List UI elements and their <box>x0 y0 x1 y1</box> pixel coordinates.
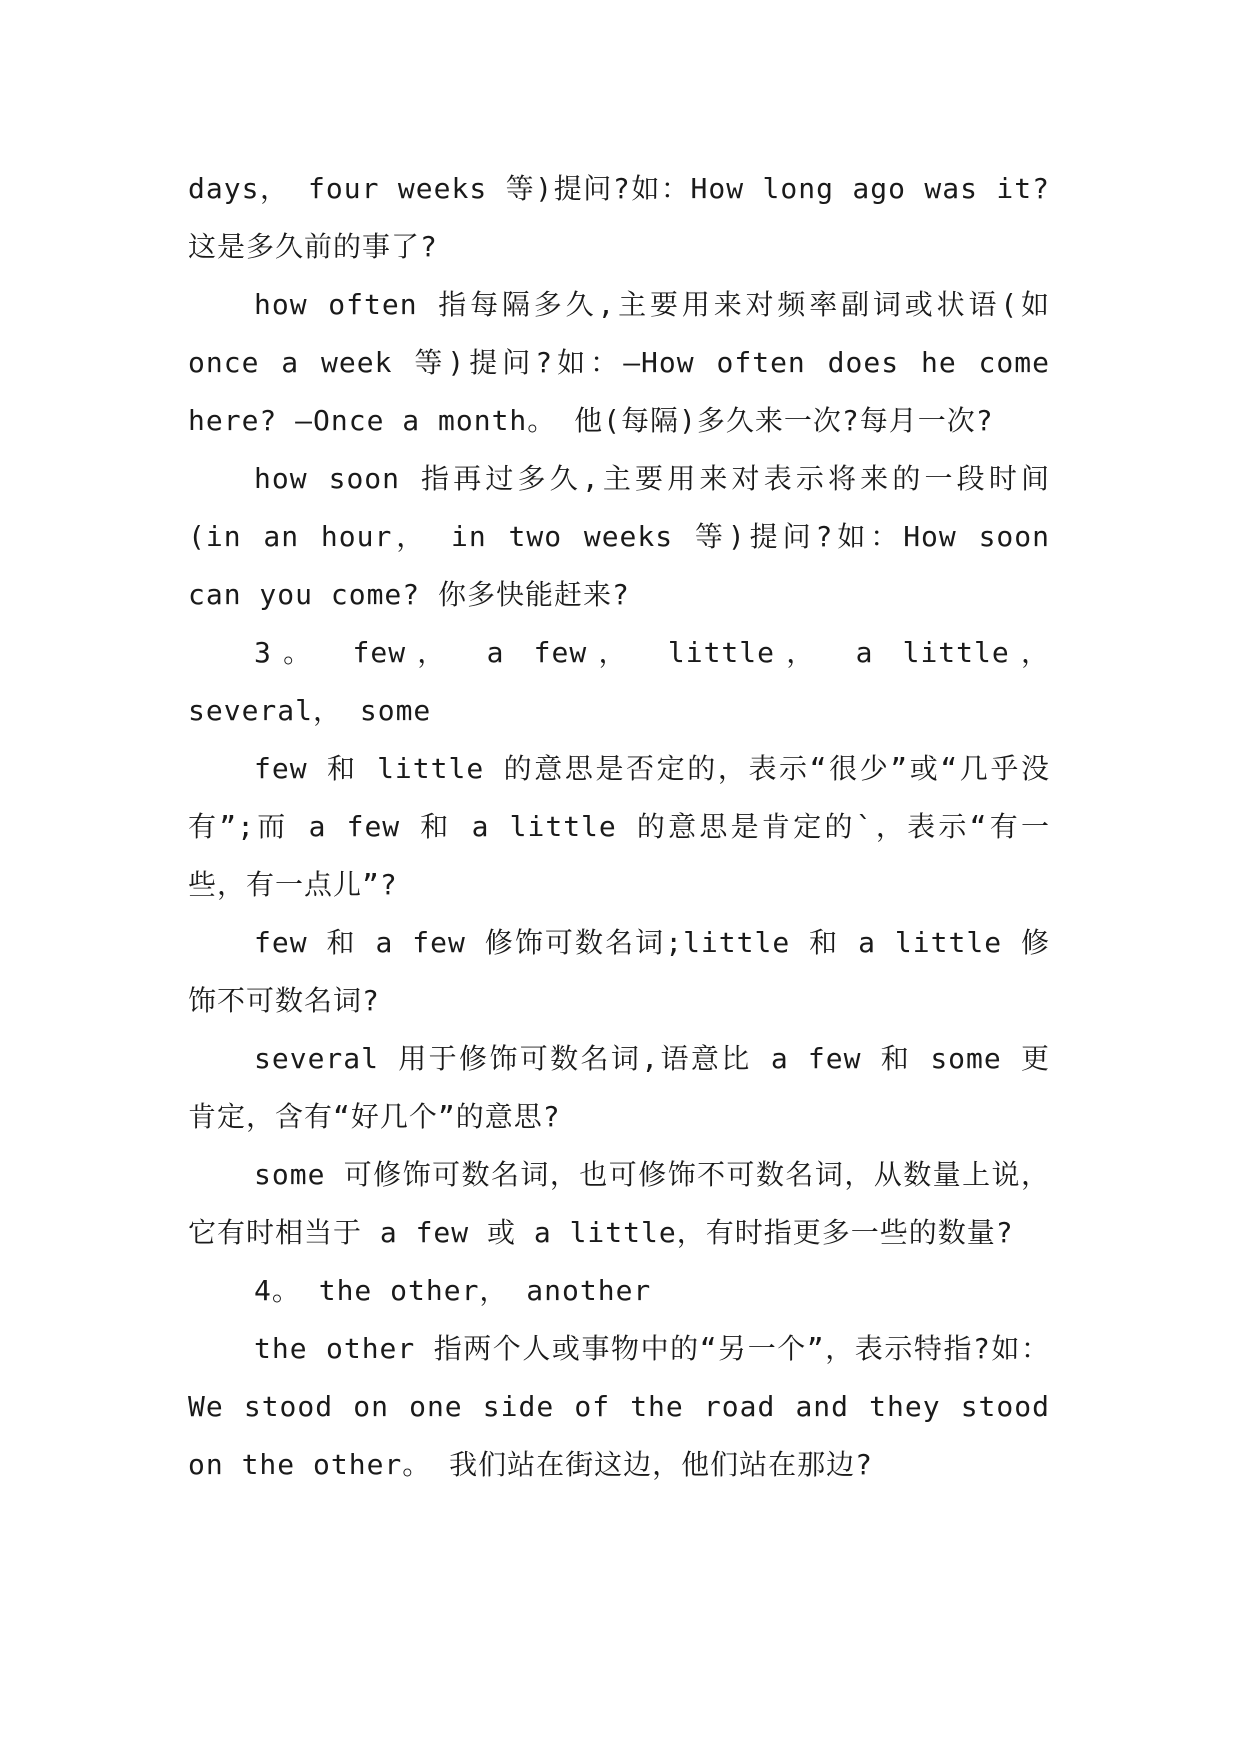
document-body <box>188 160 1050 1494</box>
heading-3: 3。 few， a few， little， a little， several， some <box>188 636 1050 727</box>
paragraph-8: some 可修饰可数名词，也可修饰不可数名词，从数量上说，它有时相当于 a few 或 a little，有时指更多一些的数量? <box>188 1158 1050 1249</box>
paragraph-7: several 用于修饰可数名词,语意比 a few 和 some 更肯定，含有“好几个”的意思? <box>188 1042 1050 1133</box>
paragraph-1: days， four weeks 等)提问?如：How long ago was it? 这是多久前的事了? <box>188 172 1050 263</box>
paragraph-5: few 和 little 的意思是否定的，表示“很少”或“几乎没有”;而 a few 和 a little 的意思是肯定的`，表示“有一些，有一点儿”? <box>188 752 1050 901</box>
heading-4: 4。 the other， another <box>254 1274 652 1307</box>
paragraph-6: few 和 a few 修饰可数名词;little 和 a little 修饰不可数名词? <box>188 926 1050 1017</box>
paragraph-2: how often 指每隔多久,主要用来对频率副词或状语(如 once a week 等)提问?如：—How often does he come here? —Once a month。 他(每隔)多久来一次?每月一次? <box>188 288 1050 437</box>
paragraph-3: how soon 指再过多久,主要用来对表示将来的一段时间 (in an hour， in two weeks 等)提问?如：How soon can you come? 你多快能赶来? <box>188 462 1050 611</box>
paragraph-10: the other 指两个人或事物中的“另一个”，表示特指?如：We stood on one side of the road and they stood on the other。 我们站在街这边，他们站在那边? <box>188 1332 1050 1481</box>
